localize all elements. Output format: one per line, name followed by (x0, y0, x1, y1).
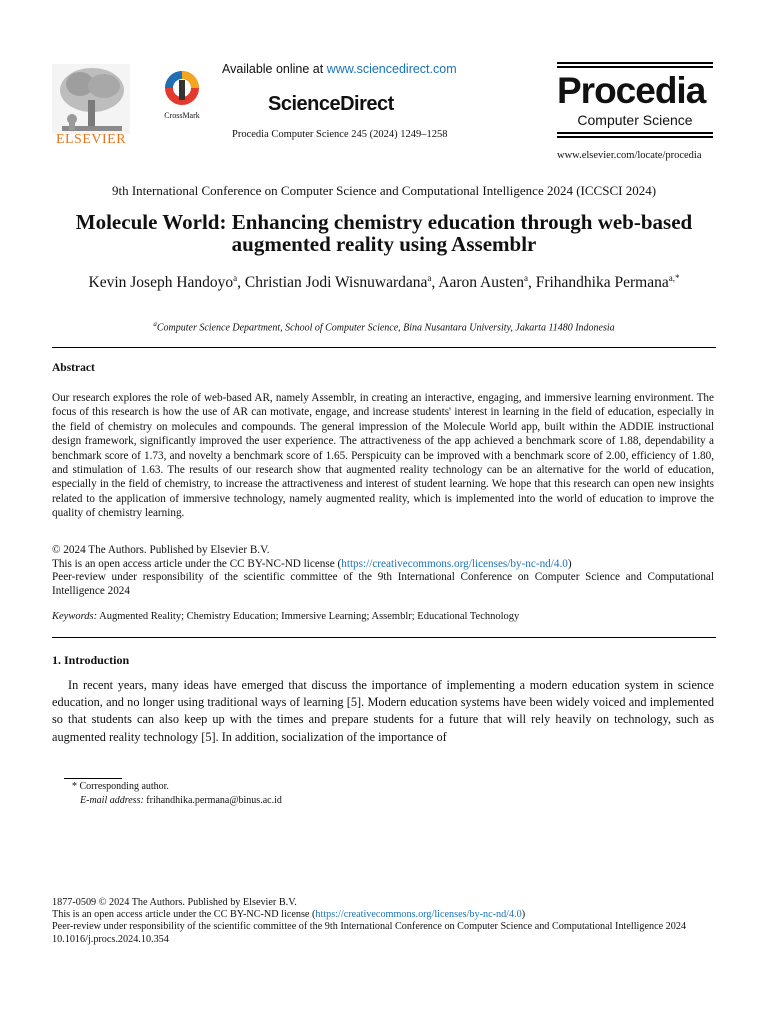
footnote-email (80, 795, 282, 806)
footnote-rule (64, 778, 122, 779)
footer-license-line (52, 909, 716, 921)
introduction-text: In recent years, many ideas have emerged that discuss the importance of implementing a modern education system in science education, and no longer using traditional ways of learning [5]. Modern education systems have been widely voiced and implemented so that students can also keep up with the times and prepare students for a future that will rely heavily on technology, such as augmented reality technology [5]. In addition, socialization of the importance of (52, 678, 714, 744)
procedia-bar (557, 62, 713, 64)
journal-reference: Procedia Computer Science 245 (2024) 1249–1258 (232, 129, 448, 140)
author-name: Kevin Joseph Handoyo (88, 274, 234, 292)
license-line (52, 558, 714, 572)
conference-name: 9th International Conference on Computer Science and Computational Intelligence 2024 (ICCSCI 2024) (111, 183, 657, 198)
peer-review-line: Peer-review under responsibility of the scientific committee of the 9th International Conference on Computer Science and Computational Intelligence 2024 (52, 571, 714, 597)
elsevier-wordmark: ELSEVIER (55, 132, 127, 147)
author-name: Christian Jodi Wisnuwardana (244, 274, 428, 292)
license-text-end: ) (567, 557, 572, 570)
available-online-text: Available online at (222, 62, 327, 76)
footer-license-text-end: ) (521, 909, 526, 921)
page-footer (52, 897, 716, 946)
crossmark-badge[interactable] (160, 70, 204, 118)
footnote-corresponding: * Corresponding author. (72, 781, 169, 792)
sciencedirect-link[interactable]: www.sciencedirect.com (326, 62, 457, 76)
procedia-logo (557, 62, 713, 140)
available-online (222, 62, 457, 76)
author-list: Kevin Joseph Handoyo$^a$, Christian Jodi Wisnuwardana$^a$, Aaron Austen$^a$, Frihandhika Permana$^{a,*}$ (88, 273, 680, 292)
author-affil-sup: a,* (668, 273, 680, 283)
email-address[interactable]: frihandhika.permana@binus.ac.id (146, 795, 282, 806)
crossmark-label: CrossMark (164, 111, 200, 120)
footer-license-link[interactable]: https://creativecommons.org/licenses/by-nc-nd/4.0 (315, 909, 522, 921)
footnote-corresponding-text: Corresponding author. (79, 781, 169, 792)
section-heading-introduction: 1. Introduction (52, 653, 130, 667)
email-label: E-mail address: (80, 795, 144, 806)
footer-license-text: This is an open access article under the CC BY-NC-ND license ( (52, 909, 316, 921)
author-affil-sup: a (233, 273, 238, 283)
procedia-bar (557, 136, 713, 138)
keywords-text: Augmented Reality; Chemistry Education; Immersive Learning; Assemblr; Educational Technology (99, 611, 520, 622)
procedia-bar (557, 66, 713, 68)
paper-title: Molecule World: Enhancing chemistry education through web-based augmented reality using Assemblr (75, 210, 693, 256)
author-name: Frihandhika Permana (535, 274, 669, 292)
procedia-wordmark: Procedia (557, 70, 706, 111)
elsevier-url-link[interactable]: www.elsevier.com/locate/procedia (557, 150, 702, 161)
copyright-line: © 2024 The Authors. Published by Elsevier B.V. (52, 544, 270, 556)
abstract-heading: Abstract (52, 362, 95, 374)
issn-line: 1877-0509 © 2024 The Authors. Published by Elsevier B.V. (52, 897, 297, 908)
procedia-subtitle: Computer Science (577, 112, 693, 128)
divider (52, 637, 716, 638)
divider (52, 347, 716, 348)
crossmark-icon (160, 70, 204, 106)
keywords-label: Keywords: (52, 611, 98, 622)
copyright-block (52, 544, 714, 598)
footer-peer-review: Peer-review under responsibility of the scientific committee of the 9th International Conference on Computer Science and Computational Intelligence 2024 (52, 921, 687, 933)
affiliation-text: Computer Science Department, School of Computer Science, Bina Nusantara University, Jakarta 11480 Indonesia (156, 322, 615, 334)
abstract-text: Our research explores the role of web-based AR, namely Assemblr, in creating an interactive, engaging, and immersive learning environment. The focus of this research is how the use of AR can motivate, engage, and increase students' interest in learning in the field of education, especially in the field of chemistry on molecules and compounds. The general impression of the Molecule World app, built within the ADDIE instructional design framework, significantly improved the user experience. The attractiveness of the app achieved a benchmark score of 1.88, dependability a benchmark score of 1.73, and novelty a benchmark score of 1.65. Perspicuity can be improved with a benchmark score of 2.00, efficiency of 1.80, and stimulation of 1.63. The results of our research show that augmented reality technology can be an alternative for the world of education, especially in the field of chemistry, to increase the attractiveness and interest of student learning. We hope that this research can open new insights related to the application of immersive technology, namely augmented reality, which is implemented into the world of education to improve the quality of chemistry learning. (52, 392, 714, 520)
affiliation-sup: a (153, 320, 157, 328)
keywords (52, 611, 519, 622)
affiliation (40, 320, 728, 333)
procedia-bar (557, 132, 713, 134)
author-affil-sup: a (427, 273, 432, 283)
license-text: This is an open access article under the CC BY-NC-ND license ( (52, 557, 342, 570)
doi[interactable]: 10.1016/j.procs.2024.10.354 (52, 933, 169, 945)
sciencedirect-logo: ScienceDirect (268, 93, 394, 115)
author-name: Aaron Austen (438, 274, 524, 292)
author-affil-sup: a (523, 273, 528, 283)
license-link[interactable]: https://creativecommons.org/licenses/by-nc-nd/4.0 (341, 557, 568, 570)
